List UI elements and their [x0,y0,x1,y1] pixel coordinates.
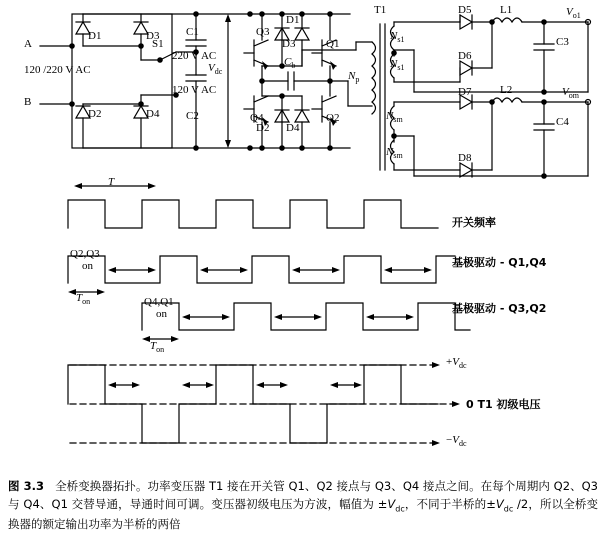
label-plus-vdc: $+V_{dc}$ [446,356,467,371]
label-ton-1: $T_{on}$ [76,292,91,307]
label-sec-nsm-a: $N_{sm}$ [386,110,403,125]
label-q1: Q1 [326,38,340,50]
label-cap-c4: C4 [556,116,569,128]
label-ton-2: $T_{on}$ [150,340,165,355]
label-terminal-b: B [24,96,32,108]
label-diode-d6: D6 [458,50,472,62]
label-q4: Q4 [250,112,264,124]
label-cap-c2: C2 [186,110,199,122]
label-bridge-d4: D4 [286,122,300,134]
label-input-voltage: 120 /220 V AC [24,64,91,76]
label-cap-c3: C3 [556,36,569,48]
label-q3: Q3 [256,26,270,38]
figure-caption [8,478,598,533]
label-primary-voltage: 0 T1 初级电压 [466,398,541,411]
label-inductor-l1: L1 [500,4,513,16]
label-inductor-l2: L2 [500,84,513,96]
label-transformer-t1: T1 [374,4,387,16]
label-vo1: $V_{o1}$ [566,6,581,21]
label-220vac: 220 V AC [172,50,217,62]
label-primary-np: $N_p$ [348,70,360,85]
label-blocking-cap: $C_b$ [284,56,296,71]
label-diode-d1: D1 [88,30,102,42]
label-base-drive-q3q2: 基极驱动 - Q3,Q2 [452,302,547,315]
label-cap-c1: C1 [186,26,199,38]
label-switching-frequency: 开关频率 [452,216,496,229]
label-diode-d5: D5 [458,4,472,16]
label-period-t: T [108,176,115,188]
label-120vac: 120 V AC [172,84,217,96]
label-bridge-d3: D3 [282,38,296,50]
label-q2q3-on: Q2,Q3 [70,248,100,260]
label-terminal-a: A [24,38,32,50]
label-diode-d2: D2 [88,108,102,120]
label-q2: Q2 [326,112,340,124]
label-q4q1-on: Q4,Q1 [144,296,174,308]
figure-caption-text: 全桥变换器拓扑。功率变压器 T1 接在开关管 Q1、Q2 接点与 Q3、Q4 接点之间。在每个周期内 Q2、Q3 与 Q4、Q1 交替导通，导通时间可调。变压器初级电压为方波，幅值为 $\pm V_{dc}$，不同于半桥的$\pm V_{dc}$ /2，所以全桥变换器的额定输出功率为半桥的两倍 [8,479,599,531]
label-switch-s1: S1 [152,38,164,50]
label-vom: $V_{om}$ [562,86,579,101]
label-diode-d7: D7 [458,86,472,98]
label-base-drive-q1q4: 基极驱动 - Q1,Q4 [452,256,547,269]
figure-number: 图 3.3 [8,479,44,493]
label-q4q1-on-2: on [156,308,167,320]
label-sec-nsm-b: $N_{sm}$ [386,146,403,161]
label-sec-ns1-b: $N_{s1}$ [390,58,405,73]
label-diode-d4: D4 [146,108,160,120]
label-diode-d8: D8 [458,152,472,164]
label-minus-vdc: $-V_{dc}$ [446,434,467,449]
label-q2q3-on-2: on [82,260,93,272]
label-vdc: $V_{dc}$ [208,62,223,77]
label-bridge-d1: D1 [286,14,300,26]
label-bridge-d2: D2 [256,122,270,134]
label-diode-d3: D3 [146,30,160,42]
label-sec-ns1-a: $N_{s1}$ [390,30,405,45]
